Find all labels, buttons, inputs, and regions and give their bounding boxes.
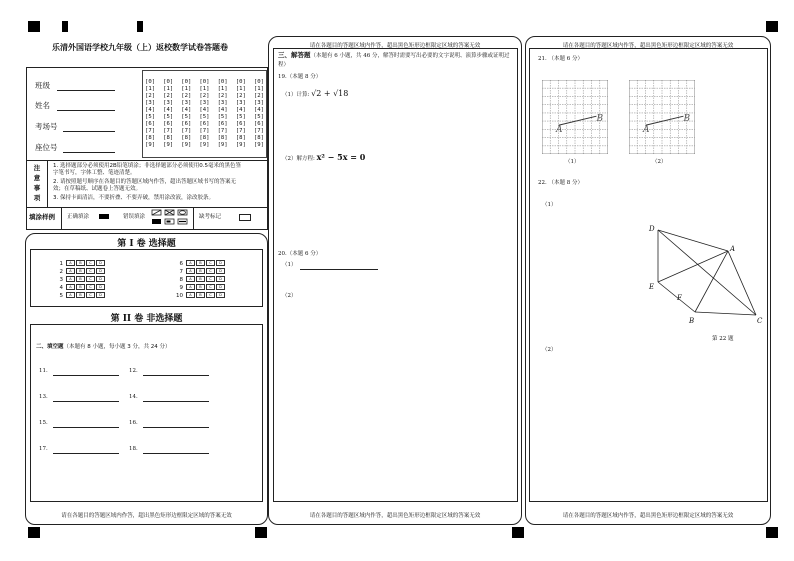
id-digit-bubble[interactable]: [3] xyxy=(253,100,264,106)
point-label-a: A xyxy=(730,245,736,253)
blank-answer-line[interactable] xyxy=(143,401,209,402)
id-digit-bubble[interactable]: [1] xyxy=(235,86,246,92)
choice-row xyxy=(173,260,226,268)
id-digit-bubble[interactable]: [6] xyxy=(235,121,246,127)
choice-bubble[interactable]: A xyxy=(66,268,75,274)
question-number: 1 xyxy=(59,260,63,267)
footer-note: 请在各题目的答题区域内作答，超出黑色矩形边框限定区域的答案无效 xyxy=(562,513,734,519)
exam-room-underline xyxy=(63,131,115,132)
id-digit-bubble[interactable]: [6] xyxy=(199,121,210,127)
field-label: 座位号 xyxy=(35,143,58,152)
question-number: 4 xyxy=(59,284,63,291)
id-digit-bubble[interactable]: [1] xyxy=(163,86,174,92)
choice-bubble[interactable]: D xyxy=(96,284,105,290)
question-number: 5 xyxy=(59,292,63,299)
blank-number: 11. xyxy=(39,368,48,374)
id-digit-bubble[interactable]: [2] xyxy=(253,93,264,99)
id-digit-column xyxy=(254,79,264,149)
id-digit-bubble[interactable]: [6] xyxy=(217,121,228,127)
answer-panel-right xyxy=(525,36,771,525)
blank-answer-line[interactable] xyxy=(143,453,209,454)
solution-box xyxy=(273,48,518,502)
id-digit-bubble[interactable]: [9] xyxy=(181,142,192,148)
choice-row xyxy=(53,276,106,284)
class-underline xyxy=(57,90,115,91)
choice-bubble[interactable]: B xyxy=(76,292,85,298)
question-number: 8 xyxy=(179,276,183,283)
id-digit-bubble[interactable]: [2] xyxy=(235,93,246,99)
notice-item: 3. 保持卡面清洁，不要折叠、不要弄破，禁用涂改液，涂改胶条。 xyxy=(53,194,214,201)
q22-label: 22. （本题 8 分） xyxy=(538,180,583,186)
correct-fill-sample xyxy=(99,214,109,219)
q19-part2-expr: x² − 5x = 0 xyxy=(316,152,366,162)
q20-part1: （1） xyxy=(282,262,297,268)
notice-item: 2. 请按照题号顺序在各题目的答题区域内作答，超出答题区域书写的答案无效；在草稿纸、试题卷上答题无效。 xyxy=(53,178,236,192)
choice-bubble[interactable]: C xyxy=(206,284,215,290)
choice-bubble[interactable]: A xyxy=(66,276,75,282)
id-digit-bubble[interactable]: [3] xyxy=(181,100,192,106)
section2-title: 第 II 卷 非选择题 xyxy=(110,314,183,324)
choice-bubble[interactable]: D xyxy=(96,260,105,266)
page-title: 乐清外国语学校九年级（上）返校数学试卷答题卷 xyxy=(52,42,228,52)
id-digit-column xyxy=(181,79,191,149)
q20-part1-underline xyxy=(300,269,378,270)
id-digit-bubble[interactable]: [5] xyxy=(163,114,174,120)
id-digit-bubble[interactable]: [1] xyxy=(181,86,192,92)
id-digit-bubble[interactable]: [6] xyxy=(181,121,192,127)
id-digit-bubble[interactable]: [6] xyxy=(145,121,156,127)
choice-bubble[interactable]: B xyxy=(196,260,205,266)
notice-char: 注 xyxy=(33,164,41,172)
grid-point-label-b: B xyxy=(683,114,691,125)
choice-column-right xyxy=(173,260,226,300)
id-digit-bubble[interactable]: [4] xyxy=(199,107,210,113)
choice-bubble[interactable]: B xyxy=(76,260,85,266)
blank-number: 14. xyxy=(129,394,138,400)
segment-ac xyxy=(728,251,756,315)
grid-point-label-a: A xyxy=(556,124,563,135)
absent-mark-box[interactable] xyxy=(239,214,251,221)
id-digit-bubble[interactable]: [9] xyxy=(163,142,174,148)
choice-bubble[interactable]: D xyxy=(216,284,225,290)
blank-answer-line[interactable] xyxy=(53,375,119,376)
id-digit-bubble[interactable]: [3] xyxy=(163,100,174,106)
blank-answer-line[interactable] xyxy=(143,427,209,428)
fill-blank-heading xyxy=(36,344,171,351)
id-digit-bubble[interactable]: [3] xyxy=(217,100,228,106)
fill-blank-desc: （本题有 8 小题，每小题 3 分，共 24 分） xyxy=(63,344,171,350)
timing-mark xyxy=(137,21,143,32)
blank-number: 16. xyxy=(129,420,138,426)
id-digit-bubble[interactable]: [7] xyxy=(145,128,156,134)
right-answer-box xyxy=(529,48,768,502)
timing-mark xyxy=(766,21,778,32)
answer-panel-left xyxy=(25,233,268,525)
choice-bubble[interactable]: C xyxy=(206,260,215,266)
answer-panel-middle xyxy=(268,36,522,525)
choice-bubble[interactable]: C xyxy=(86,268,95,274)
correct-fill-label: 正确填涂 xyxy=(67,214,90,220)
q19-part1 xyxy=(282,89,348,99)
id-digit-bubble[interactable]: [0] xyxy=(253,79,264,85)
blank-number: 13. xyxy=(39,394,48,400)
point-label-d: D xyxy=(649,225,655,233)
solution-heading-text: 三、解答题 xyxy=(278,51,311,59)
id-digit-bubble[interactable]: [1] xyxy=(253,86,264,92)
class-field[interactable] xyxy=(35,81,50,91)
timing-mark xyxy=(28,527,40,538)
choice-bubble[interactable]: A xyxy=(186,260,195,266)
q19-part2 xyxy=(282,152,365,163)
choice-bubble[interactable]: A xyxy=(186,276,195,282)
point-label-c: C xyxy=(757,317,763,325)
id-digit-column xyxy=(236,79,246,149)
id-digit-bubble[interactable]: [7] xyxy=(253,128,264,134)
id-digit-bubble[interactable]: [5] xyxy=(217,114,228,120)
field-label: 考场号 xyxy=(35,122,58,131)
seat-underline xyxy=(63,152,115,153)
id-digit-bubble[interactable]: [8] xyxy=(163,135,174,141)
choice-row xyxy=(53,284,106,292)
fill-example-label: 填涂样例 xyxy=(29,213,55,221)
id-digit-bubble[interactable]: [2] xyxy=(199,93,210,99)
id-digit-bubble[interactable]: [5] xyxy=(181,114,192,120)
id-digit-bubble[interactable]: [8] xyxy=(235,135,246,141)
id-digit-bubble[interactable]: [0] xyxy=(217,79,228,85)
choice-bubble[interactable]: A xyxy=(186,292,195,298)
name-field[interactable] xyxy=(35,101,50,111)
blank-answer-line[interactable] xyxy=(53,427,119,428)
id-digit-bubble[interactable]: [5] xyxy=(253,114,264,120)
point-label-e: E xyxy=(649,283,655,291)
q22-part1: （1） xyxy=(542,202,557,208)
choice-bubble[interactable]: D xyxy=(216,276,225,282)
id-digit-bubble[interactable]: [9] xyxy=(199,142,210,148)
blank-number: 17. xyxy=(39,446,48,452)
id-digit-bubble[interactable]: [7] xyxy=(199,128,210,134)
id-digit-column xyxy=(199,79,209,149)
id-number-grid xyxy=(142,70,267,158)
id-digit-bubble[interactable]: [2] xyxy=(145,93,156,99)
choice-bubble[interactable]: B xyxy=(196,292,205,298)
choice-bubble[interactable]: D xyxy=(216,268,225,274)
id-digit-bubble[interactable]: [9] xyxy=(253,142,264,148)
grid-figure-2 xyxy=(629,80,695,154)
id-digit-bubble[interactable]: [7] xyxy=(235,128,246,134)
blank-number: 18. xyxy=(129,446,138,452)
name-underline xyxy=(57,110,115,111)
q22-geometry-figure xyxy=(644,223,764,331)
id-digit-bubble[interactable]: [8] xyxy=(253,135,264,141)
question-number: 7 xyxy=(179,268,183,275)
id-digit-bubble[interactable]: [8] xyxy=(199,135,210,141)
timing-mark xyxy=(766,527,778,538)
choice-bubble[interactable]: A xyxy=(186,268,195,274)
section1-title: 第 Ⅰ 卷 选择题 xyxy=(117,239,176,249)
id-digit-bubble[interactable]: [7] xyxy=(217,128,228,134)
grid-point-label-b: B xyxy=(596,114,604,125)
id-digit-bubble[interactable]: [4] xyxy=(163,107,174,113)
id-digit-bubble[interactable]: [4] xyxy=(253,107,264,113)
choice-bubble[interactable]: B xyxy=(196,284,205,290)
id-digit-bubble[interactable]: [1] xyxy=(145,86,156,92)
point-label-f: F xyxy=(677,294,682,302)
grid-caption-2: （2） xyxy=(652,159,667,165)
choice-bubble[interactable]: B xyxy=(196,268,205,274)
choice-bubble[interactable]: A xyxy=(66,292,75,298)
q20-part2: （2） xyxy=(282,293,297,299)
grid-caption-1: （1） xyxy=(565,159,580,165)
id-digit-bubble[interactable]: [3] xyxy=(199,100,210,106)
choice-row xyxy=(53,268,106,276)
choice-column-left xyxy=(53,260,106,300)
id-digit-bubble[interactable]: [8] xyxy=(217,135,228,141)
segment-ab xyxy=(695,251,728,312)
id-digit-bubble[interactable]: [9] xyxy=(235,142,246,148)
point-label-b: B xyxy=(689,317,695,325)
choice-bubble[interactable]: D xyxy=(216,260,225,266)
choice-bubble[interactable]: C xyxy=(206,292,215,298)
choice-bubble[interactable]: A xyxy=(66,260,75,266)
choice-bubble[interactable]: A xyxy=(186,284,195,290)
timing-mark xyxy=(62,21,68,32)
segment-da xyxy=(658,230,728,251)
divider xyxy=(61,207,62,229)
choice-row xyxy=(53,292,106,300)
q19-label: 19.（本题 8 分） xyxy=(278,74,322,80)
choice-bubble[interactable]: D xyxy=(96,292,105,298)
header-note: 请在各题目的答题区域内作答，超出黑色矩形边框限定区域的答案无效 xyxy=(309,43,481,49)
blank-answer-line[interactable] xyxy=(53,453,119,454)
header-note: 请在各题目的答题区域内作答，超出黑色矩形边框限定区域的答案无效 xyxy=(562,43,734,49)
wrong-fill-label: 错误填涂 xyxy=(123,214,146,220)
notice-char: 项 xyxy=(33,194,41,202)
id-digit-column xyxy=(163,79,173,149)
segment-ea xyxy=(658,251,728,282)
notice-items xyxy=(53,163,243,201)
id-digit-bubble[interactable]: [1] xyxy=(217,86,228,92)
fig-caption: 第 22 题 xyxy=(712,336,734,342)
segment-ab xyxy=(646,116,684,125)
question-number: 9 xyxy=(179,284,183,291)
id-digit-bubble[interactable]: [2] xyxy=(163,93,174,99)
choice-bubble[interactable]: C xyxy=(206,268,215,274)
id-digit-bubble[interactable]: [4] xyxy=(181,107,192,113)
id-digit-bubble[interactable]: [0] xyxy=(235,79,246,85)
id-digit-bubble[interactable]: [6] xyxy=(163,121,174,127)
id-digit-bubble[interactable]: [0] xyxy=(163,79,174,85)
choice-row xyxy=(173,284,226,292)
segment-bc xyxy=(695,312,756,315)
id-digit-bubble[interactable]: [7] xyxy=(163,128,174,134)
seat-field[interactable] xyxy=(35,143,58,153)
timing-mark xyxy=(255,527,267,538)
id-digit-column xyxy=(218,79,228,149)
choice-bubble[interactable]: C xyxy=(86,292,95,298)
id-digit-bubble[interactable]: [5] xyxy=(199,114,210,120)
choice-bubble[interactable]: C xyxy=(86,276,95,282)
id-digit-bubble[interactable]: [3] xyxy=(145,100,156,106)
segment-dc xyxy=(658,230,756,315)
id-digit-bubble[interactable]: [2] xyxy=(181,93,192,99)
q21-label: 21. （本题 6 分） xyxy=(538,56,583,62)
notice-label xyxy=(27,160,48,207)
field-label: 姓名 xyxy=(35,101,50,110)
choice-row xyxy=(53,260,106,268)
choice-bubble[interactable]: D xyxy=(96,268,105,274)
id-digit-bubble[interactable]: [0] xyxy=(145,79,156,85)
question-number: 6 xyxy=(179,260,183,267)
id-digit-bubble[interactable]: [7] xyxy=(181,128,192,134)
blank-answer-line[interactable] xyxy=(53,401,119,402)
id-digit-bubble[interactable]: [9] xyxy=(217,142,228,148)
q20-label: 20.（本题 6 分） xyxy=(278,251,322,257)
absent-mark-label: 缺考标记 xyxy=(199,214,222,220)
blank-number: 15. xyxy=(39,420,48,426)
q19-part1-label: （1）计算: xyxy=(282,92,310,98)
student-info-box xyxy=(26,67,268,230)
question-number: 3 xyxy=(59,276,63,283)
id-digit-bubble[interactable]: [8] xyxy=(145,135,156,141)
fill-blank-heading-text: 二、填空题 xyxy=(36,344,64,350)
choice-bubble[interactable]: C xyxy=(86,260,95,266)
q22-part2: （2） xyxy=(542,347,557,353)
choice-bubble[interactable]: D xyxy=(216,292,225,298)
solution-heading xyxy=(278,51,512,69)
question-number: 10 xyxy=(176,292,183,299)
choice-bubble[interactable]: A xyxy=(66,284,75,290)
q19-part2-label: （2）解方程: xyxy=(282,156,315,162)
choice-row xyxy=(173,292,226,300)
choice-bubble[interactable]: B xyxy=(76,284,85,290)
id-digit-bubble[interactable]: [2] xyxy=(217,93,228,99)
choice-bubble[interactable]: D xyxy=(96,276,105,282)
timing-mark xyxy=(512,527,524,538)
choice-bubble[interactable]: B xyxy=(76,276,85,282)
choice-bubble[interactable]: B xyxy=(196,276,205,282)
id-digit-bubble[interactable]: [4] xyxy=(235,107,246,113)
notice-item: 1. 选择题部分必须使用2B铅笔填涂；非选择题部分必须使用0.5毫米的黑色签字笔书写，字体工整、笔迹清楚。 xyxy=(53,163,242,176)
notice-char: 事 xyxy=(33,184,41,192)
divider xyxy=(193,207,194,229)
choice-bubble[interactable]: B xyxy=(76,268,85,274)
exam-room-field[interactable] xyxy=(35,122,58,132)
solution-heading-desc: （本题有 6 小题，共 46 分，解答时需要写出必要的文字说明、演算步骤或证明过程） xyxy=(278,53,510,69)
divider xyxy=(27,207,267,208)
choice-box xyxy=(30,249,263,307)
id-digit-bubble[interactable]: [0] xyxy=(199,79,210,85)
blank-answer-line[interactable] xyxy=(143,375,209,376)
id-digit-bubble[interactable]: [9] xyxy=(145,142,156,148)
footer-note: 请在各题目的答题区域内作答，超出黑色矩形边框限定区域的答案无效 xyxy=(309,513,481,519)
grid-figure-1 xyxy=(542,80,608,154)
notice-char: 意 xyxy=(33,174,41,182)
id-digit-bubble[interactable]: [5] xyxy=(145,114,156,120)
id-digit-bubble[interactable]: [4] xyxy=(217,107,228,113)
segment-ab xyxy=(559,116,597,125)
field-label: 班级 xyxy=(35,81,50,90)
fill-blank-box xyxy=(30,324,263,502)
question-number: 2 xyxy=(59,268,63,275)
choice-row xyxy=(173,268,226,276)
grid-point-label-a: A xyxy=(643,124,650,135)
id-digit-bubble[interactable]: [3] xyxy=(235,100,246,106)
id-digit-bubble[interactable]: [4] xyxy=(145,107,156,113)
divider xyxy=(27,160,267,161)
id-digit-bubble[interactable]: [8] xyxy=(181,135,192,141)
choice-bubble[interactable]: C xyxy=(86,284,95,290)
footer-note: 请在各题目的答题区域内作答，超出黑色矩形边框限定区域的答案无效 xyxy=(61,513,232,519)
id-digit-bubble[interactable]: [6] xyxy=(253,121,264,127)
q19-part1-expr: √2 + √18 xyxy=(311,89,349,98)
id-digit-bubble[interactable]: [1] xyxy=(199,86,210,92)
wrong-fill-samples xyxy=(151,209,191,227)
choice-row xyxy=(173,276,226,284)
blank-number: 12. xyxy=(129,368,138,374)
choice-bubble[interactable]: C xyxy=(206,276,215,282)
timing-mark xyxy=(28,21,40,32)
id-digit-bubble[interactable]: [0] xyxy=(181,79,192,85)
id-digit-bubble[interactable]: [5] xyxy=(235,114,246,120)
id-digit-column xyxy=(145,79,155,149)
